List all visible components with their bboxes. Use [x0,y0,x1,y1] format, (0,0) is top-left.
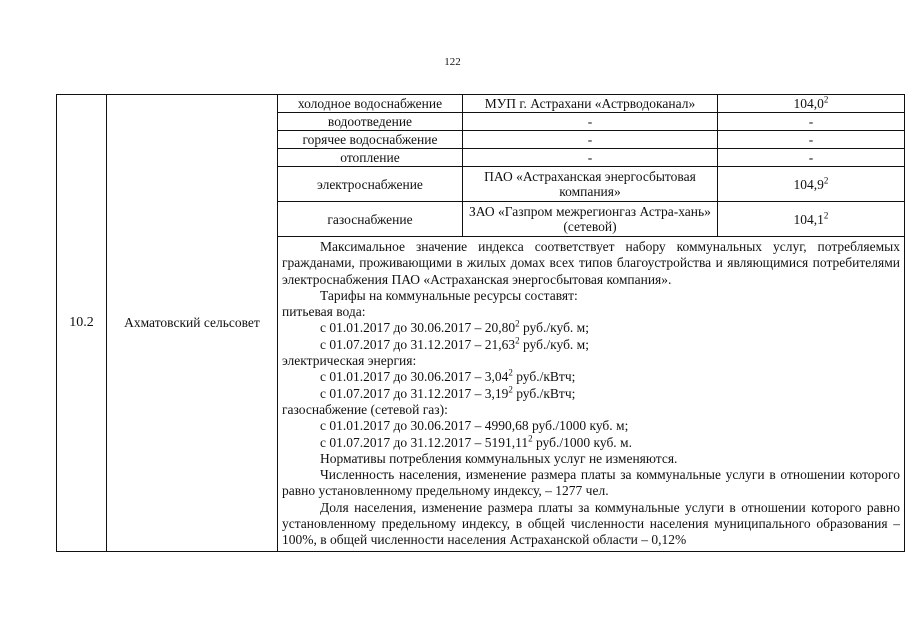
power-tariff-1 [282,369,900,385]
tariff-footnote: 2 [515,318,520,329]
service-row [278,149,904,167]
tariff-text: с 01.01.2017 до 30.06.2017 – 20,80 [319,320,516,336]
service-provider: ПАО «Астраханская энергосбытовая компания» [462,167,717,202]
service-index [717,95,904,113]
tariff-unit: руб./кВтч; [512,369,576,385]
service-provider: - [462,149,717,167]
water-tariff-2 [282,337,900,353]
service-index [717,131,904,149]
municipality-name: Ахматовский сельсовет [106,95,277,552]
tariff-unit: руб./куб. м; [519,320,589,336]
tariff-text: с 01.07.2017 до 31.12.2017 – 21,63 [319,336,516,352]
service-index [717,149,904,167]
index-footnote: 2 [823,210,829,220]
power-tariff-2 [282,386,900,402]
row-number: 10.2 [57,95,107,552]
intro-paragraph: Максимальное значение индекса соответствует набору коммунальных услуг, потребляемых гражданами, проживающими в жилых домах всех типов благоустройства и являющимися потребителями электроснабжения ПАО «Астраханская энергосбытовая компания». [281,239,900,287]
gas-label: газоснабжение (сетевой газ): [281,401,448,417]
service-row [278,95,904,113]
description-block [278,237,904,551]
service-name: отопление [278,149,463,167]
service-name: холодное водоснабжение [278,95,463,113]
service-provider: - [462,113,717,131]
service-name: электроснабжение [278,167,463,202]
water-tariff-1 [282,320,900,336]
service-index [717,113,904,131]
index-footnote: 2 [823,94,829,105]
service-row [278,202,904,237]
tariff-footnote: 2 [508,384,513,395]
index-value: - [808,114,814,129]
tariff-unit: руб./куб. м; [519,336,589,352]
tariff-table [56,94,905,552]
tariff-footnote: 2 [508,367,513,378]
table-row [57,95,905,552]
services-table [278,95,904,237]
water-label: питьевая вода: [281,304,366,320]
tariff-footnote: 2 [515,335,520,346]
index-footnote: 2 [823,175,829,185]
service-index [717,167,904,202]
tariff-text: с 01.07.2017 до 31.12.2017 – 5191,11 [319,434,529,450]
service-provider: - [462,131,717,149]
service-index [717,202,904,237]
population-paragraph: Численность населения, изменение размера платы за коммунальные услуги в отношении которого равно установленному предельному индексу, – 1277 чел. [281,467,900,499]
service-row [278,167,904,202]
tariff-text: с 01.07.2017 до 31.12.2017 – 3,19 [319,385,509,401]
index-value: 104,0 [793,96,824,111]
power-label: электрическая энергия: [281,353,417,369]
index-value: - [808,150,814,165]
gas-tariff-1: с 01.01.2017 до 30.06.2017 – 4990,68 руб./1000 куб. м; [319,418,629,434]
index-value: 104,1 [793,211,824,227]
index-value: 104,9 [793,176,824,192]
service-name: газоснабжение [278,202,463,237]
tariff-unit: руб./1000 куб. м. [532,434,632,450]
service-name: горячее водоснабжение [278,131,463,149]
tariff-footnote: 2 [528,433,533,444]
service-provider: МУП г. Астрахани «Астрводоканал» [462,95,717,113]
service-name: водоотведение [278,113,463,131]
service-row [278,131,904,149]
tariff-unit: руб./кВтч; [512,385,576,401]
norms-paragraph: Нормативы потребления коммунальных услуг не изменяются. [319,450,678,466]
page-number: 122 [444,56,461,68]
service-row [278,113,904,131]
tariff-text: с 01.01.2017 до 30.06.2017 – 3,04 [319,369,509,385]
share-paragraph: Доля населения, изменение размера платы за коммунальные услуги в отношении которого равно установленному предельному индексу, в общей численности населения муниципального образования – 100%, в общей численности населения Астраханской области – 0,12% [281,499,900,548]
tariffs-heading: Тарифы на коммунальные ресурсы составят: [319,287,578,303]
index-value: - [808,132,814,147]
detail-cell [277,95,904,552]
gas-tariff-2 [282,435,900,451]
service-provider: ЗАО «Газпром межрегионгаз Астра-хань» (сетевой) [462,202,717,237]
